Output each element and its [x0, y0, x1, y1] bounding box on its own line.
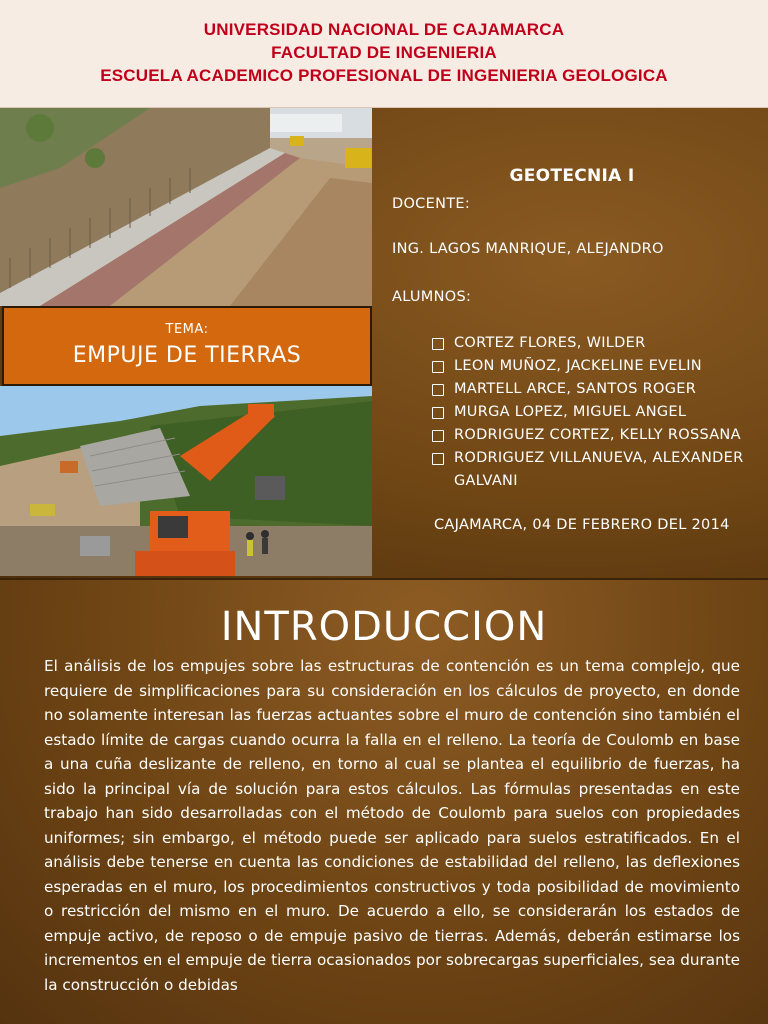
introduction-slide — [0, 578, 768, 1024]
university-name: UNIVERSIDAD NACIONAL DE CAJAMARCA — [203, 20, 565, 39]
topic-title: EMPUJE DE TIERRAS — [72, 343, 302, 368]
course-title: GEOTECNIA I — [509, 166, 635, 186]
checkbox-bullet-icon — [432, 430, 444, 442]
list-item: CORTEZ FLORES, WILDER — [432, 332, 762, 355]
school-name: ESCUELA ACADEMICO PROFESIONAL DE INGENIERIA GEOLOGICA — [100, 66, 668, 85]
faculty-name: FACULTAD DE INGENIERIA — [271, 43, 497, 62]
checkbox-bullet-icon — [432, 361, 444, 373]
list-item: LEON MUÑOZ, JACKELINE EVELIN — [432, 355, 762, 378]
list-item: MURGA LOPEZ, MIGUEL ANGEL — [432, 401, 762, 424]
list-item: RODRIGUEZ CORTEZ, KELLY ROSSANA — [432, 424, 762, 447]
checkbox-bullet-icon — [432, 338, 444, 350]
list-item: MARTELL ARCE, SANTOS ROGER — [432, 378, 762, 401]
university-header — [0, 0, 768, 108]
teacher-label: DOCENTE: — [392, 196, 471, 212]
students-label: ALUMNOS: — [392, 289, 472, 305]
course-info — [392, 166, 758, 533]
topic-label: TEMA: — [165, 322, 209, 337]
excavator-gabion-photo — [0, 386, 372, 576]
introduction-title: INTRODUCCION — [220, 604, 548, 650]
place-date: CAJAMARCA, 04 DE FEBRERO DEL 2014 — [434, 517, 730, 533]
checkbox-bullet-icon — [432, 453, 444, 465]
checkbox-bullet-icon — [432, 407, 444, 419]
checkbox-bullet-icon — [432, 384, 444, 396]
teacher-name: ING. LAGOS MANRIQUE, ALEJANDRO — [392, 241, 664, 257]
topic-box — [2, 306, 372, 386]
retaining-wall-photo — [0, 108, 372, 306]
list-item: RODRIGUEZ VILLANUEVA, ALEXANDER GALVANI — [432, 447, 762, 493]
introduction-body: El análisis de los empujes sobre las estructuras de contención es un tema complejo, que requiere de simplificaciones para su consideración en los cálculos de proyecto, en donde no solamente interesan las fuerzas actuantes sobre el muro de contención sino también el estado límite de cargas cuando ocurra la falla en el relleno. La teoría de Coulomb en base a una cuña deslizante de relleno, en torno al cual se plantea el equilibrio de fuerzas, ha sido la principal vía de solución para estos cálculos. Las fórmulas presentadas en este trabajo han sido desarrolladas con el método de Coulomb para suelos con propiedades uniformes; sin embargo, el método puede ser aplicado para suelos estratificados. En el análisis debe tenerse en cuenta las condiciones de estabilidad del relleno, las deflexiones esperadas en el muro, los procedimientos constructivos y toda posibilidad de movimiento o restricción del mismo en el muro. De acuerdo a ello, se considerarán los estados de empuje activo, de reposo o de empuje pasivo de tierras. Además, deberán estimarse los incrementos en el empuje de tierra ocasionados por sobrecargas superficiales, sea durante la construcción o debidas — [44, 657, 740, 994]
students-list — [432, 332, 762, 493]
